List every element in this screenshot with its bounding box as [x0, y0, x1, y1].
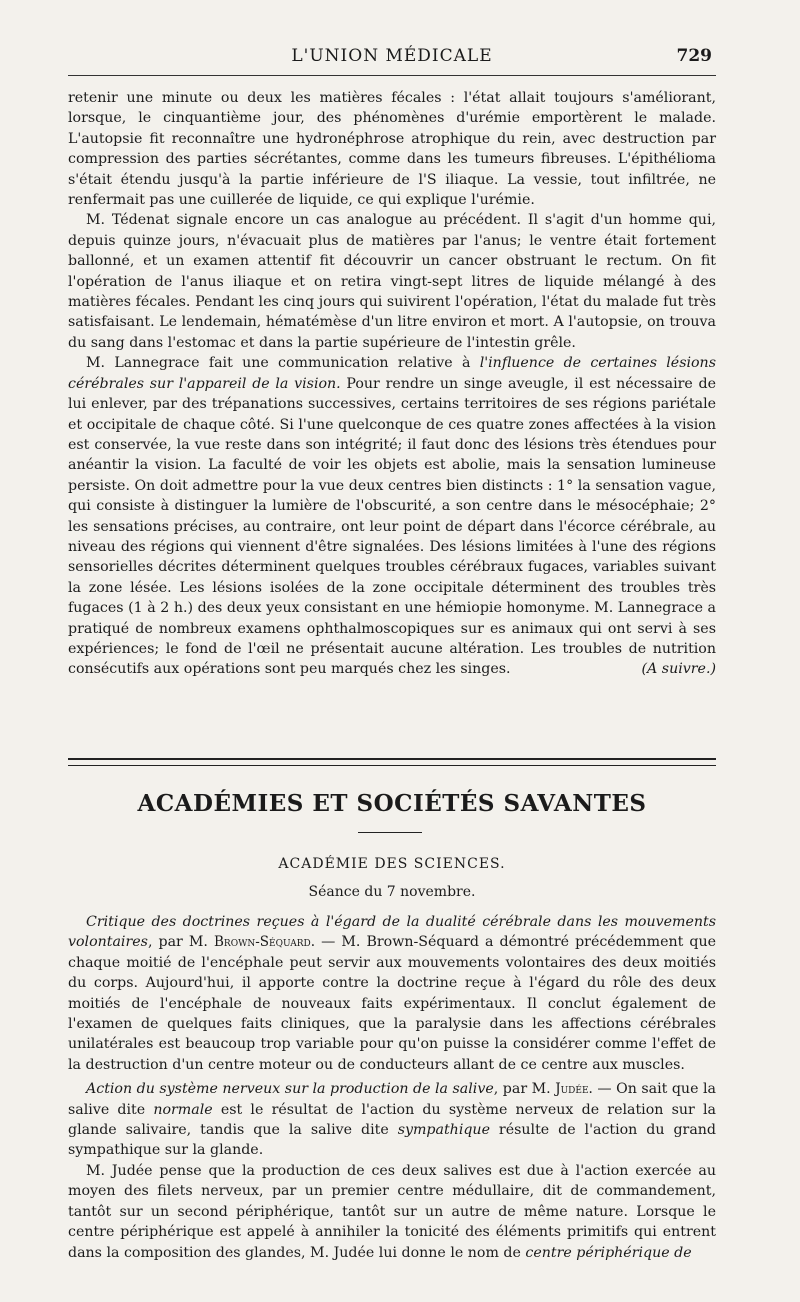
italic-title: l'influence de certaines lésions cérébrales sur l'appareil de la vision. — [68, 355, 716, 392]
text-run: Pour rendre un singe aveugle, il est nécessaire de lui enlever, par des trépanations successives, certains territoires de ses régions pariétale et occipitale de chaque côté. Si l'une quelconque de ces quatre zones affectées à la vision est conservée, la vue reste dans son intégrité; il faut donc des lésions très étendues pour anéantir la vision. La faculté de voir les objets est abolie, mais la sensation lumineuse persiste. On doit admettre pour la vue deux centres bien distincts : 1° la sensation vague, qui consiste à distinguer la lumière de l'obscurité, a son centre dans le mésocéphaie; 2° les sensations précises, au contraire, ont leur point de départ dans l'écorce cérébrale, au niveau des régions qui viennent d'être signalées. Des lésions limitées à l'une des régions sensorielles décrites déterminent quelques troubles cérébraux fugaces, variables suivant la zone lésée. Les lésions isolées de la zone occipitale déterminent des troubles très fugaces (1 à 2 h.) des deux yeux consistant en une hémiopie homonyme. M. Lannegrace a pratiqué de nombreux examens ophthalmoscopiques sur es animaux qui ont servi à ses expériences; le fond de l'œil ne présentait aucune altération. Les troubles de nutrition consécutifs aux opérations sont peu marqués chez les singes. — [68, 375, 716, 678]
session-date: Séance du 7 novembre. — [308, 884, 476, 900]
section-divider — [68, 758, 716, 766]
running-head — [68, 42, 716, 72]
paragraph-urémie: retenir une minute ou deux les matières fécales : l'état allait toujours s'améliorant, lorsque, le cinquantième jour, des phénomènes d'urémie emportèrent le malade. L'autopsie fit reconnaître une hydronéphrose atrophique du rein, avec destruction par compression des parties sécrétantes, comme dans les tumeurs fibreuses. L'épithélioma s'était étendu jusqu'à la partie inférieure de l'S iliaque. La vessie, tout infiltrée, ne renfermait pas une cuillerée de liquide, ce qui explique l'urémie. — [68, 90, 716, 209]
bottom-text-block — [68, 912, 716, 1263]
text-run: — On sait que la salive dite — [68, 1081, 716, 1118]
text-run: , par M. — [147, 934, 214, 951]
paragraph-brown-sequard — [68, 912, 716, 1075]
header-rule — [68, 75, 716, 76]
academy-subtitle: ACADÉMIE DES SCIENCES. — [278, 856, 506, 872]
text-run: est le résultat de l'action du système nerveux de relation sur la glande salivaire, tandis que la salive dite — [68, 1101, 716, 1139]
running-title: L'UNION MÉDICALE — [291, 46, 493, 66]
paragraph-lannegrace — [68, 353, 716, 680]
section-title: ACADÉMIES ET SOCIÉTÉS SAVANTES — [137, 790, 647, 817]
text-run: M. Lannegrace fait une communication relative à — [86, 355, 480, 372]
author-name: Judée. — [555, 1081, 593, 1098]
text-run: — M. Brown-Séquard a démontré précédemment que chaque moitié de l'encéphale peut servir aux mouvements volontaires des deux moitiés du corps. Aujourd'hui, il apporte contre la doctrine reçue à l'égard du rôle des deux moitiés de l'encéphale de nouveaux faits expérimentaux. Il conclut également de l'examen de quelques faits cliniques, que la paralysie dans les affections cérébrales unilatérales est beaucoup trop variable pour qu'on puisse la considérer comme l'effet de la destruction d'un centre moteur ou de conducteurs allant de ce centre aux muscles. — [68, 934, 716, 1073]
text-run: , par M. — [493, 1081, 556, 1098]
italic-term: normale — [153, 1101, 213, 1118]
text-run: M. Judée pense que la production de ces deux salives est due à l'action exercée au moyen des filets nerveux, par un premier centre médullaire, dit de commandement, tantôt sur un second périphérique, tantôt sur un autre de même nature. Lorsque le centre périphérique est appelé à annihiler la tonicité des éléments primitifs qui entrent dans la composition des glandes, M. Judée lui donne le nom de — [68, 1162, 716, 1261]
italic-term: centre périphérique de — [525, 1244, 692, 1261]
title-rule — [358, 832, 422, 833]
top-text-block — [68, 88, 716, 680]
italic-term: sympathique — [397, 1122, 490, 1139]
italic-title: Critique des doctrines reçues à l'égard de la dualité cérébrale dans les mouvements volontaires — [68, 914, 716, 951]
author-name: Brown-Séquard. — [214, 934, 316, 951]
text-run: résulte de l'action du grand sympathique sur la glande. — [68, 1122, 717, 1159]
italic-title: Action du système nerveux sur la production de la salive — [86, 1081, 494, 1098]
paragraph-tedenat: M. Tédenat signale encore un cas analogue au précédent. Il s'agit d'un homme qui, depuis quinze jours, n'évacuait plus de matières par l'anus; le ventre était fortement ballonné, et un examen attentif fit découvrir un cancer obstruant le rectum. On fit l'opération de l'anus iliaque et on retira vingt-sept litres de liquide mélangé à des matières fécales. Pendant les cinq jours qui suivirent l'opération, l'état du malade fut très satisfaisant. Le lendemain, hématémèse d'un litre environ et mort. A l'autopsie, on trouva du sang dans l'estomac et dans la partie supérieure de l'intestin grêle. — [68, 212, 716, 351]
page-number: 729 — [676, 46, 712, 66]
paragraph-judee-centre — [68, 1161, 716, 1263]
paragraph-judee-salive — [68, 1079, 716, 1161]
to-be-continued: (A suivre.) — [641, 661, 716, 678]
